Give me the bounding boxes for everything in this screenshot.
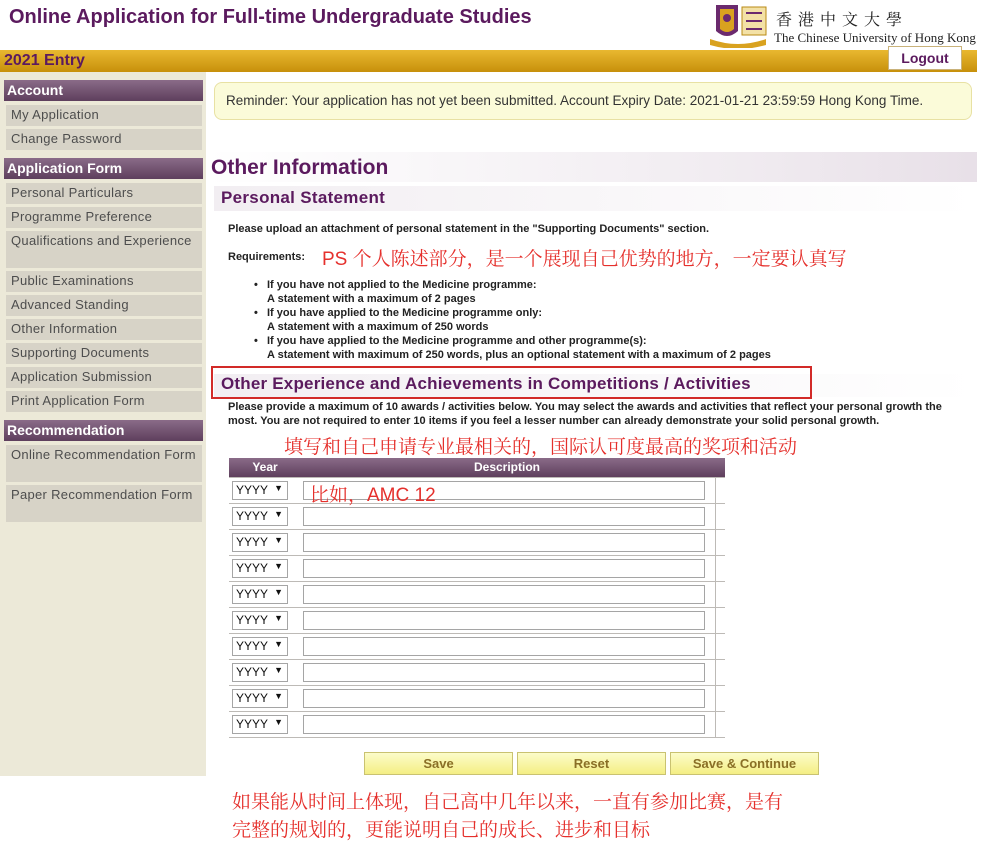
table-row: [229, 530, 725, 556]
description-input[interactable]: [303, 559, 705, 578]
sidebar-item-online-recommendation[interactable]: Online Recommendation Form: [6, 445, 202, 482]
description-input[interactable]: [303, 715, 705, 734]
dropdown-arrow-icon: ▼: [274, 613, 283, 623]
experience-instructions: Please provide a maximum of 10 awards / activities below. You may select the awards and activities that reflect your personal growth the most. You are not required to enter 10 items if you feel a lesser number can already demonstrate your solid personal growth.: [228, 401, 942, 427]
app-title: Online Application for Full-time Undergraduate Studies: [9, 6, 532, 28]
year-cell: [229, 660, 299, 685]
university-name-english: The Chinese University of Hong Kong: [774, 30, 976, 45]
description-input[interactable]: [303, 611, 705, 630]
sidebar-item-personal-particulars[interactable]: Personal Particulars: [6, 183, 202, 204]
year-select[interactable]: [232, 559, 288, 578]
entry-bar: [0, 50, 977, 72]
year-select[interactable]: [232, 507, 288, 526]
description-input[interactable]: [303, 507, 705, 526]
experience-title: Other Experience and Achievements in Competitions / Activities: [211, 366, 812, 399]
table-row: [229, 686, 725, 712]
row-handle: [715, 478, 725, 503]
year-select[interactable]: [232, 715, 288, 734]
sidebar-item-other-information[interactable]: Other Information: [6, 319, 202, 340]
sidebar-heading-account: Account: [4, 80, 203, 101]
year-select-value: YYYY: [236, 587, 269, 601]
requirement-condition: • If you have applied to the Medicine programme and other programme(s):: [267, 335, 647, 347]
year-cell: [229, 556, 299, 581]
sidebar-item-print-application-form[interactable]: Print Application Form: [6, 391, 202, 412]
description-input[interactable]: [303, 637, 705, 656]
year-select[interactable]: [232, 611, 288, 630]
sidebar-item-supporting-documents[interactable]: Supporting Documents: [6, 343, 202, 364]
year-select-value: YYYY: [236, 483, 269, 497]
annotation-awards-note: 填写和自己申请专业最相关的，国际认可度最高的奖项和活动: [284, 437, 798, 458]
year-cell: [229, 712, 299, 737]
dropdown-arrow-icon: ▼: [274, 717, 283, 727]
year-cell: [229, 634, 299, 659]
year-select-value: YYYY: [236, 613, 269, 627]
column-header-year: Year: [252, 460, 278, 474]
university-name-chinese: 香港中文大學: [776, 10, 909, 29]
year-select-value: YYYY: [236, 639, 269, 653]
personal-statement-title: Personal Statement: [214, 186, 977, 211]
upload-instruction: Please upload an attachment of personal statement in the "Supporting Documents" section.: [228, 223, 710, 235]
requirement-item: [254, 334, 771, 362]
row-handle: [715, 634, 725, 659]
sidebar: [0, 72, 206, 776]
requirement-condition: • If you have applied to the Medicine programme only:: [267, 307, 543, 319]
table-row: [229, 634, 725, 660]
table-header: [229, 458, 725, 477]
table-row: [229, 556, 725, 582]
requirement-rule: A statement with maximum of 250 words, plus an optional statement with a maximum of 2 pages: [267, 349, 771, 361]
year-cell: [229, 608, 299, 633]
sidebar-item-my-application[interactable]: My Application: [6, 105, 202, 126]
annotation-example-note: 比如，AMC 12: [310, 485, 436, 506]
year-select-value: YYYY: [236, 717, 269, 731]
year-cell: [229, 530, 299, 555]
sidebar-item-programme-preference[interactable]: Programme Preference: [6, 207, 202, 228]
requirement-rule: A statement with a maximum of 250 words: [267, 321, 489, 333]
column-header-description: Description: [473, 460, 540, 474]
year-cell: [229, 686, 299, 711]
annotation-timeline-note-1: 如果能从时间上体现，自己高中几年以来，一直有参加比赛，是有: [232, 792, 784, 813]
row-handle: [715, 556, 725, 581]
requirement-rule: A statement with a maximum of 2 pages: [267, 293, 476, 305]
save-continue-button[interactable]: Save & Continue: [670, 752, 819, 775]
row-handle: [715, 686, 725, 711]
crest-icon: [708, 1, 770, 48]
row-handle: [715, 608, 725, 633]
year-select-value: YYYY: [236, 561, 269, 575]
table-row: [229, 712, 725, 738]
year-select[interactable]: [232, 689, 288, 708]
description-input[interactable]: [303, 533, 705, 552]
year-select[interactable]: [232, 663, 288, 682]
reset-button[interactable]: Reset: [517, 752, 666, 775]
table-row: [229, 504, 725, 530]
awards-table: [229, 458, 725, 736]
dropdown-arrow-icon: ▼: [274, 509, 283, 519]
table-row: [229, 660, 725, 686]
dropdown-arrow-icon: ▼: [274, 639, 283, 649]
entry-label: 2021 Entry: [4, 52, 85, 69]
reminder-banner: Reminder: Your application has not yet been submitted. Account Expiry Date: 2021-01-21 23:59:59 Hong Kong Time.: [214, 82, 972, 120]
dropdown-arrow-icon: ▼: [274, 691, 283, 701]
sidebar-item-change-password[interactable]: Change Password: [6, 129, 202, 150]
row-handle: [715, 530, 725, 555]
university-logo: [706, 1, 976, 48]
header: [0, 0, 981, 50]
sidebar-item-qualifications[interactable]: Qualifications and Experience: [6, 231, 202, 268]
sidebar-item-advanced-standing[interactable]: Advanced Standing: [6, 295, 202, 316]
requirements-label: Requirements:: [228, 251, 306, 263]
row-handle: [715, 582, 725, 607]
sidebar-item-application-submission[interactable]: Application Submission: [6, 367, 202, 388]
year-select[interactable]: [232, 585, 288, 604]
save-button[interactable]: Save: [364, 752, 513, 775]
sidebar-item-public-examinations[interactable]: Public Examinations: [6, 271, 202, 292]
requirement-condition: • If you have not applied to the Medicine programme:: [267, 279, 537, 291]
requirements-list: [254, 278, 771, 362]
logout-button[interactable]: Logout: [888, 46, 962, 70]
annotation-timeline-note-2: 完整的规划的，更能说明自己的成长、进步和目标: [232, 820, 651, 841]
sidebar-item-paper-recommendation[interactable]: Paper Recommendation Form: [6, 485, 202, 522]
description-input[interactable]: [303, 663, 705, 682]
row-handle: [715, 660, 725, 685]
table-row: [229, 582, 725, 608]
table-row: [229, 478, 725, 504]
page-title: Other Information: [206, 152, 977, 182]
dropdown-arrow-icon: ▼: [274, 535, 283, 545]
year-select-value: YYYY: [236, 509, 269, 523]
table-row: [229, 608, 725, 634]
year-cell: [229, 582, 299, 607]
dropdown-arrow-icon: ▼: [274, 483, 283, 493]
requirement-item: [254, 278, 771, 306]
dropdown-arrow-icon: ▼: [274, 561, 283, 571]
dropdown-arrow-icon: ▼: [274, 587, 283, 597]
requirement-item: [254, 306, 771, 334]
year-select[interactable]: [232, 481, 288, 500]
year-select[interactable]: [232, 637, 288, 656]
year-select-value: YYYY: [236, 535, 269, 549]
year-select-value: YYYY: [236, 665, 269, 679]
description-input[interactable]: [303, 585, 705, 604]
dropdown-arrow-icon: ▼: [274, 665, 283, 675]
row-handle: [715, 504, 725, 529]
year-select[interactable]: [232, 533, 288, 552]
year-cell: [229, 478, 299, 503]
description-input[interactable]: [303, 689, 705, 708]
sidebar-heading-recommendation: Recommendation: [4, 420, 203, 441]
year-cell: [229, 504, 299, 529]
row-handle: [715, 712, 725, 737]
sidebar-heading-application-form: Application Form: [4, 158, 203, 179]
year-select-value: YYYY: [236, 691, 269, 705]
annotation-ps-note: PS 个人陈述部分，是一个展现自己优势的地方，一定要认真写: [322, 249, 847, 270]
